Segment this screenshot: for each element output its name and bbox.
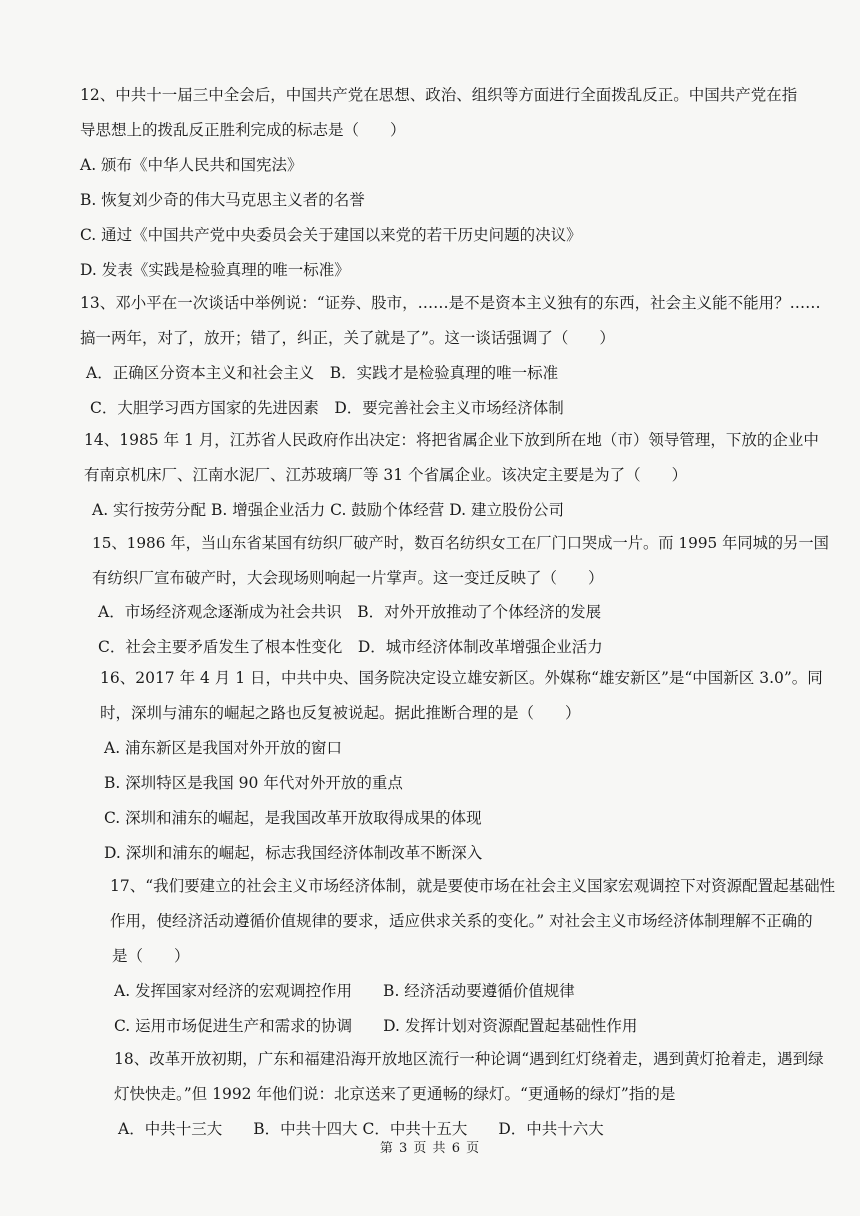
q16-option-d: D. 深圳和浦东的崛起，标志我国经济体制改革不断深入 bbox=[104, 844, 483, 862]
q12-stem-line-2: 导思想上的拨乱反正胜利完成的标志是（ ） bbox=[80, 121, 406, 139]
q16-option-a: A. 浦东新区是我国对外开放的窗口 bbox=[104, 739, 343, 757]
q17-stem-line-1: 17、“我们要建立的社会主义市场经济体制，就是要使市场在社会主义国家宏观调控下对资源配置起基础性 bbox=[110, 877, 836, 895]
q13-options-ab: A．正确区分资本主义和社会主义 B．实践才是检验真理的唯一标准 bbox=[86, 364, 559, 382]
q13-stem-line-1: 13、邓小平在一次谈话中举例说：“证券、股市，……是不是资本主义独有的东西，社会主义能不能用？…… bbox=[80, 294, 821, 312]
q17-options-ab: A. 发挥国家对经济的宏观调控作用 B. 经济活动要遵循价值规律 bbox=[114, 982, 575, 1000]
q12-option-d: D. 发表《实践是检验真理的唯一标准》 bbox=[80, 261, 350, 279]
page-number: 第 3 页 共 6 页 bbox=[379, 1141, 481, 1156]
q18-stem-line-1: 18、改革开放初期，广东和福建沿海开放地区流行一种论调“遇到红灯绕着走，遇到黄灯抢着走，遇到绿 bbox=[114, 1050, 824, 1068]
q17-options-cd: C. 运用市场促进生产和需求的协调 D. 发挥计划对资源配置起基础性作用 bbox=[114, 1017, 638, 1035]
q16-option-c: C. 深圳和浦东的崛起，是我国改革开放取得成果的体现 bbox=[104, 809, 482, 827]
q16-option-b: B. 深圳特区是我国 90 年代对外开放的重点 bbox=[104, 774, 403, 792]
q13-stem-line-2: 搞一两年，对了，放开；错了，纠正，关了就是了”。这一谈话强调了（ ） bbox=[80, 329, 615, 347]
q15-stem-line-1: 15、1986 年，当山东省某国有纺织厂破产时，数百名纺织女工在厂门口哭成一片。而 1995 年同城的另一国 bbox=[92, 534, 829, 552]
q12-stem-line-1: 12、中共十一届三中全会后，中国共产党在思想、政治、组织等方面进行全面拨乱反正。中国共产党在指 bbox=[80, 86, 798, 104]
q12-option-b: B. 恢复刘少奇的伟大马克思主义者的名誉 bbox=[80, 191, 365, 209]
q16-stem-line-1: 16、2017 年 4 月 1 日，中共中央、国务院决定设立雄安新区。外媒称“雄安新区”是“中国新区 3.0”。同 bbox=[100, 669, 823, 687]
q17-stem-line-3: 是（ ） bbox=[112, 947, 190, 965]
q16-stem-line-2: 时，深圳与浦东的崛起之路也反复被说起。据此推断合理的是（ ） bbox=[100, 704, 581, 722]
q12-option-a: A. 颁布《中华人民共和国宪法》 bbox=[80, 156, 303, 174]
q13-options-cd: C．大胆学习西方国家的先进因素 D．要完善社会主义市场经济体制 bbox=[90, 399, 564, 417]
q15-stem-line-2: 有纺织厂宣布破产时，大会现场则响起一片掌声。这一变迁反映了（ ） bbox=[92, 569, 604, 587]
q18-options: A．中共十三大 B．中共十四大 C．中共十五大 D．中共十六大 bbox=[118, 1120, 604, 1138]
q14-options: A. 实行按劳分配 B. 增强企业活力 C. 鼓励个体经营 D. 建立股份公司 bbox=[92, 501, 564, 519]
q15-options-ab: A．市场经济观念逐渐成为社会共识 B．对外开放推动了个体经济的发展 bbox=[98, 603, 602, 621]
q14-stem-line-1: 14、1985 年 1 月，江苏省人民政府作出决定：将把省属企业下放到所在地（市）领导管理，下放的企业中 bbox=[84, 431, 819, 449]
q15-options-cd: C．社会主要矛盾发生了根本性变化 D．城市经济体制改革增强企业活力 bbox=[98, 638, 603, 656]
q12-option-c: C. 通过《中国共产党中央委员会关于建国以来党的若干历史问题的决议》 bbox=[80, 226, 582, 244]
q17-stem-line-2: 作用，使经济活动遵循价值规律的要求，适应供求关系的变化。” 对社会主义市场经济体制理解不正确的 bbox=[110, 912, 813, 930]
q14-stem-line-2: 有南京机床厂、江南水泥厂、江苏玻璃厂等 31 个省属企业。该决定主要是为了（ ） bbox=[84, 466, 688, 484]
q18-stem-line-2: 灯快快走。”但 1992 年他们说：北京送来了更通畅的绿灯。“更通畅的绿灯”指的是 bbox=[114, 1085, 676, 1103]
